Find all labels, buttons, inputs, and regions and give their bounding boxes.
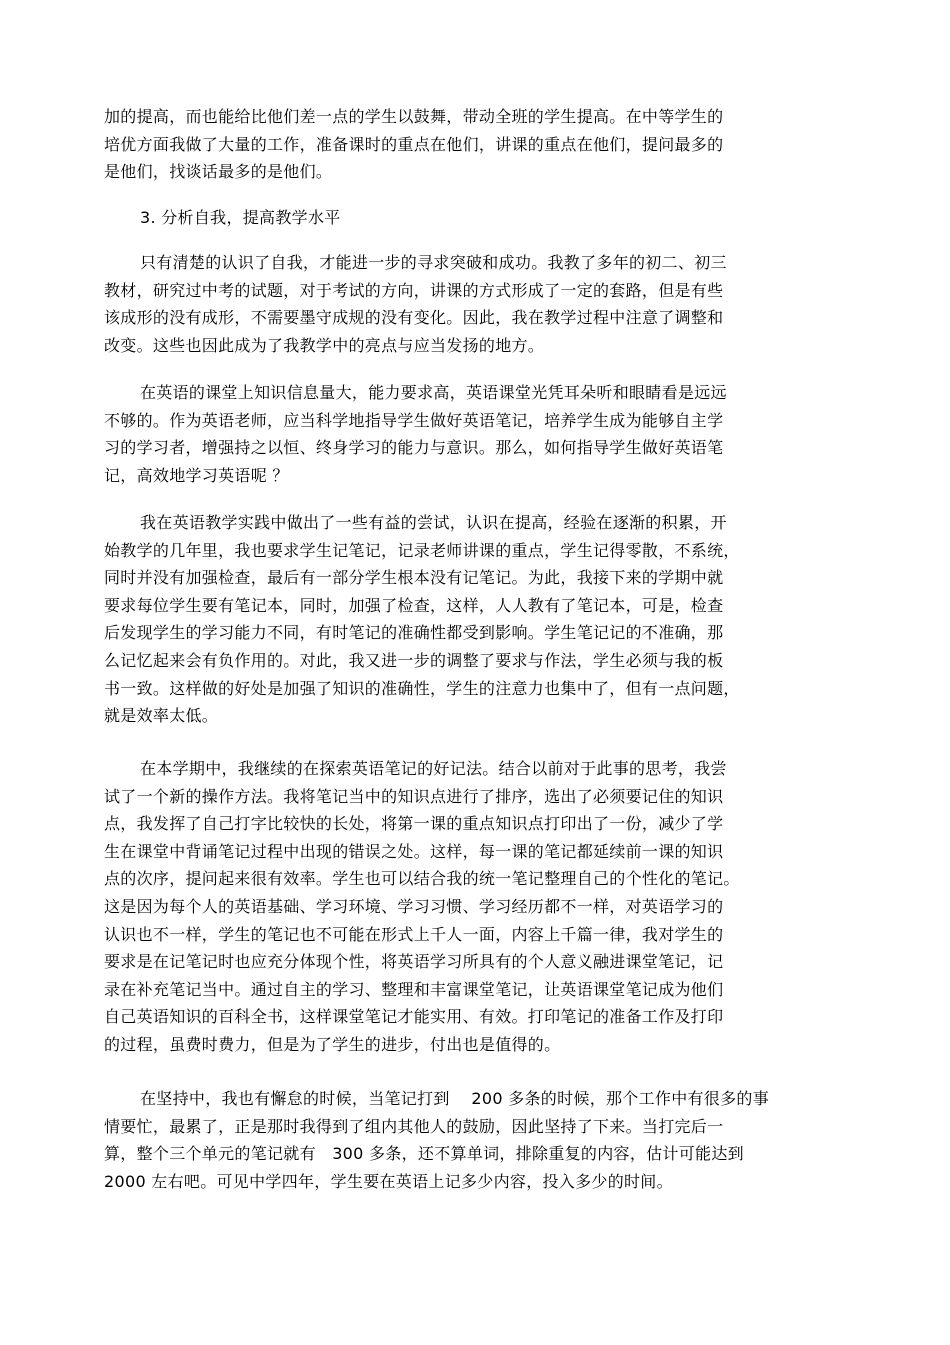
paragraph-line: 的过程，虽费时费力，但是为了学生的进步，付出也是值得的。 xyxy=(104,1034,561,1054)
paragraph-line: 在本学期中，我继续的在探索英语笔记的好记法。结合以前对于此事的思考，我尝 xyxy=(140,759,727,778)
paragraph-4 xyxy=(104,509,844,730)
paragraph-line: 在英语的课堂上知识信息量大，能力要求高，英语课堂光凭耳朵听和眼睛看是远远 xyxy=(140,383,727,402)
paragraph-line: 加的提高，而也能给比他们差一点的学生以鼓舞，带动全班的学生提高。在中等学生的 xyxy=(104,107,724,126)
paragraph-line: 自己英语知识的百科全书，这样课堂笔记才能实用、有效。打印笔记的准备工作及打印 xyxy=(104,1007,724,1027)
paragraph-1 xyxy=(104,103,844,186)
paragraph-line: 点的次序，提问起来很有效率。学生也可以结合我的统一笔记整理自己的个性化的笔记。 xyxy=(104,869,740,889)
section-heading xyxy=(104,204,844,232)
paragraph-line: 培优方面我做了大量的工作，准备课时的重点在他们，讲课的重点在他们，提问最多的 xyxy=(104,134,724,154)
paragraph-line: 要求每位学生要有笔记本，同时，加强了检查，这样，人人教有了笔记本，可是，检查 xyxy=(104,595,724,615)
paragraph-line: 教材，研究过中考的试题，对于考试的方向，讲课的方式形成了一定的套路，但是有些 xyxy=(104,280,724,300)
paragraph-line: 要求是在记笔记时也应充分体现个性，将英语学习所具有的个人意义融进课堂笔记，记 xyxy=(104,952,724,972)
paragraph-line: 情要忙，最累了，正是那时我得到了组内其他人的鼓励，因此坚持了下来。当打完后一 xyxy=(104,1116,724,1136)
paragraph-line: 么记忆起来会有负作用的。对此，我又进一步的调整了要求与作法，学生必须与我的板 xyxy=(104,650,724,670)
paragraph-line: 习的学习者，增强持之以恒、终身学习的能力与意识。那么，如何指导学生做好英语笔 xyxy=(104,438,724,458)
paragraph-3 xyxy=(104,379,844,489)
paragraph-line: 试了一个新的操作方法。我将笔记当中的知识点进行了排序，选出了必须要记住的知识 xyxy=(104,786,724,806)
paragraph-line: 改变。这些也因此成为了我教学中的亮点与应当发扬的地方。 xyxy=(104,335,545,355)
paragraph-line: 在坚持中，我也有懈怠的时候，当笔记打到 200 多条的时候，那个工作中有很多的事 xyxy=(140,1089,770,1108)
paragraph-line: 该成形的没有成形，不需要墨守成规的没有变化。因此，我在教学过程中注意了调整和 xyxy=(104,308,724,328)
paragraph-line: 记，高效地学习英语呢 ？ xyxy=(104,465,289,485)
paragraph-line: 录在补充笔记当中。通过自主的学习、整理和丰富课堂笔记，让英语课堂笔记成为他们 xyxy=(104,979,724,999)
paragraph-2 xyxy=(104,249,844,359)
paragraph-line: 始教学的几年里，我也要求学生记笔记，记录老师讲课的重点，学生记得零散，不系统， xyxy=(104,540,740,560)
paragraph-line: 生在课堂中背诵笔记过程中出现的错误之处。这样，每一课的笔记都延续前一课的知识 xyxy=(104,841,724,861)
paragraph-line: 同时并没有加强检查，最后有一部分学生根本没有记笔记。为此，我接下来的学期中就 xyxy=(104,568,724,588)
paragraph-line: 不够的。作为英语老师，应当科学地指导学生做好英语笔记，培养学生成为能够自主学 xyxy=(104,410,724,430)
paragraph-line: 就是效率太低。 xyxy=(104,706,219,726)
paragraph-line: 是他们，找谈话最多的是他们。 xyxy=(104,162,333,182)
paragraph-6 xyxy=(104,1085,844,1195)
paragraph-line: 2000 左右吧。可见中学四年，学生要在英语上记多少内容，投入多少的时间。 xyxy=(104,1171,673,1191)
paragraph-line: 这是因为每个人的英语基础、学习环境、学习习惯、学习经历都不一样，对英语学习的 xyxy=(104,896,724,916)
paragraph-line: 点，我发挥了自己打字比较快的长处，将第一课的重点知识点打印出了一份，减少了学 xyxy=(104,814,724,834)
paragraph-line: 算，整个三个单元的笔记就有 300 多条，还不算单词，排除重复的内容，估计可能达到 xyxy=(104,1144,744,1164)
heading-line: 3. 分析自我，提高教学水平 xyxy=(140,208,341,227)
paragraph-line: 我在英语教学实践中做出了一些有益的尝试，认识在提高，经验在逐渐的积累，开 xyxy=(140,513,727,532)
paragraph-line: 书一致。这样做的好处是加强了知识的准确性，学生的注意力也集中了，但有一点问题， xyxy=(104,678,740,698)
paragraph-line: 只有清楚的认识了自我，才能进一步的寻求突破和成功。我教了多年的初二、初三 xyxy=(140,253,727,272)
paragraph-line: 后发现学生的学习能力不同，有时笔记的准确性都受到影响。学生笔记记的不准确，那 xyxy=(104,623,724,643)
paragraph-line: 认识也不一样，学生的笔记也不可能在形式上千人一面，内容上千篇一律，我对学生的 xyxy=(104,924,724,944)
paragraph-5 xyxy=(104,755,844,1059)
